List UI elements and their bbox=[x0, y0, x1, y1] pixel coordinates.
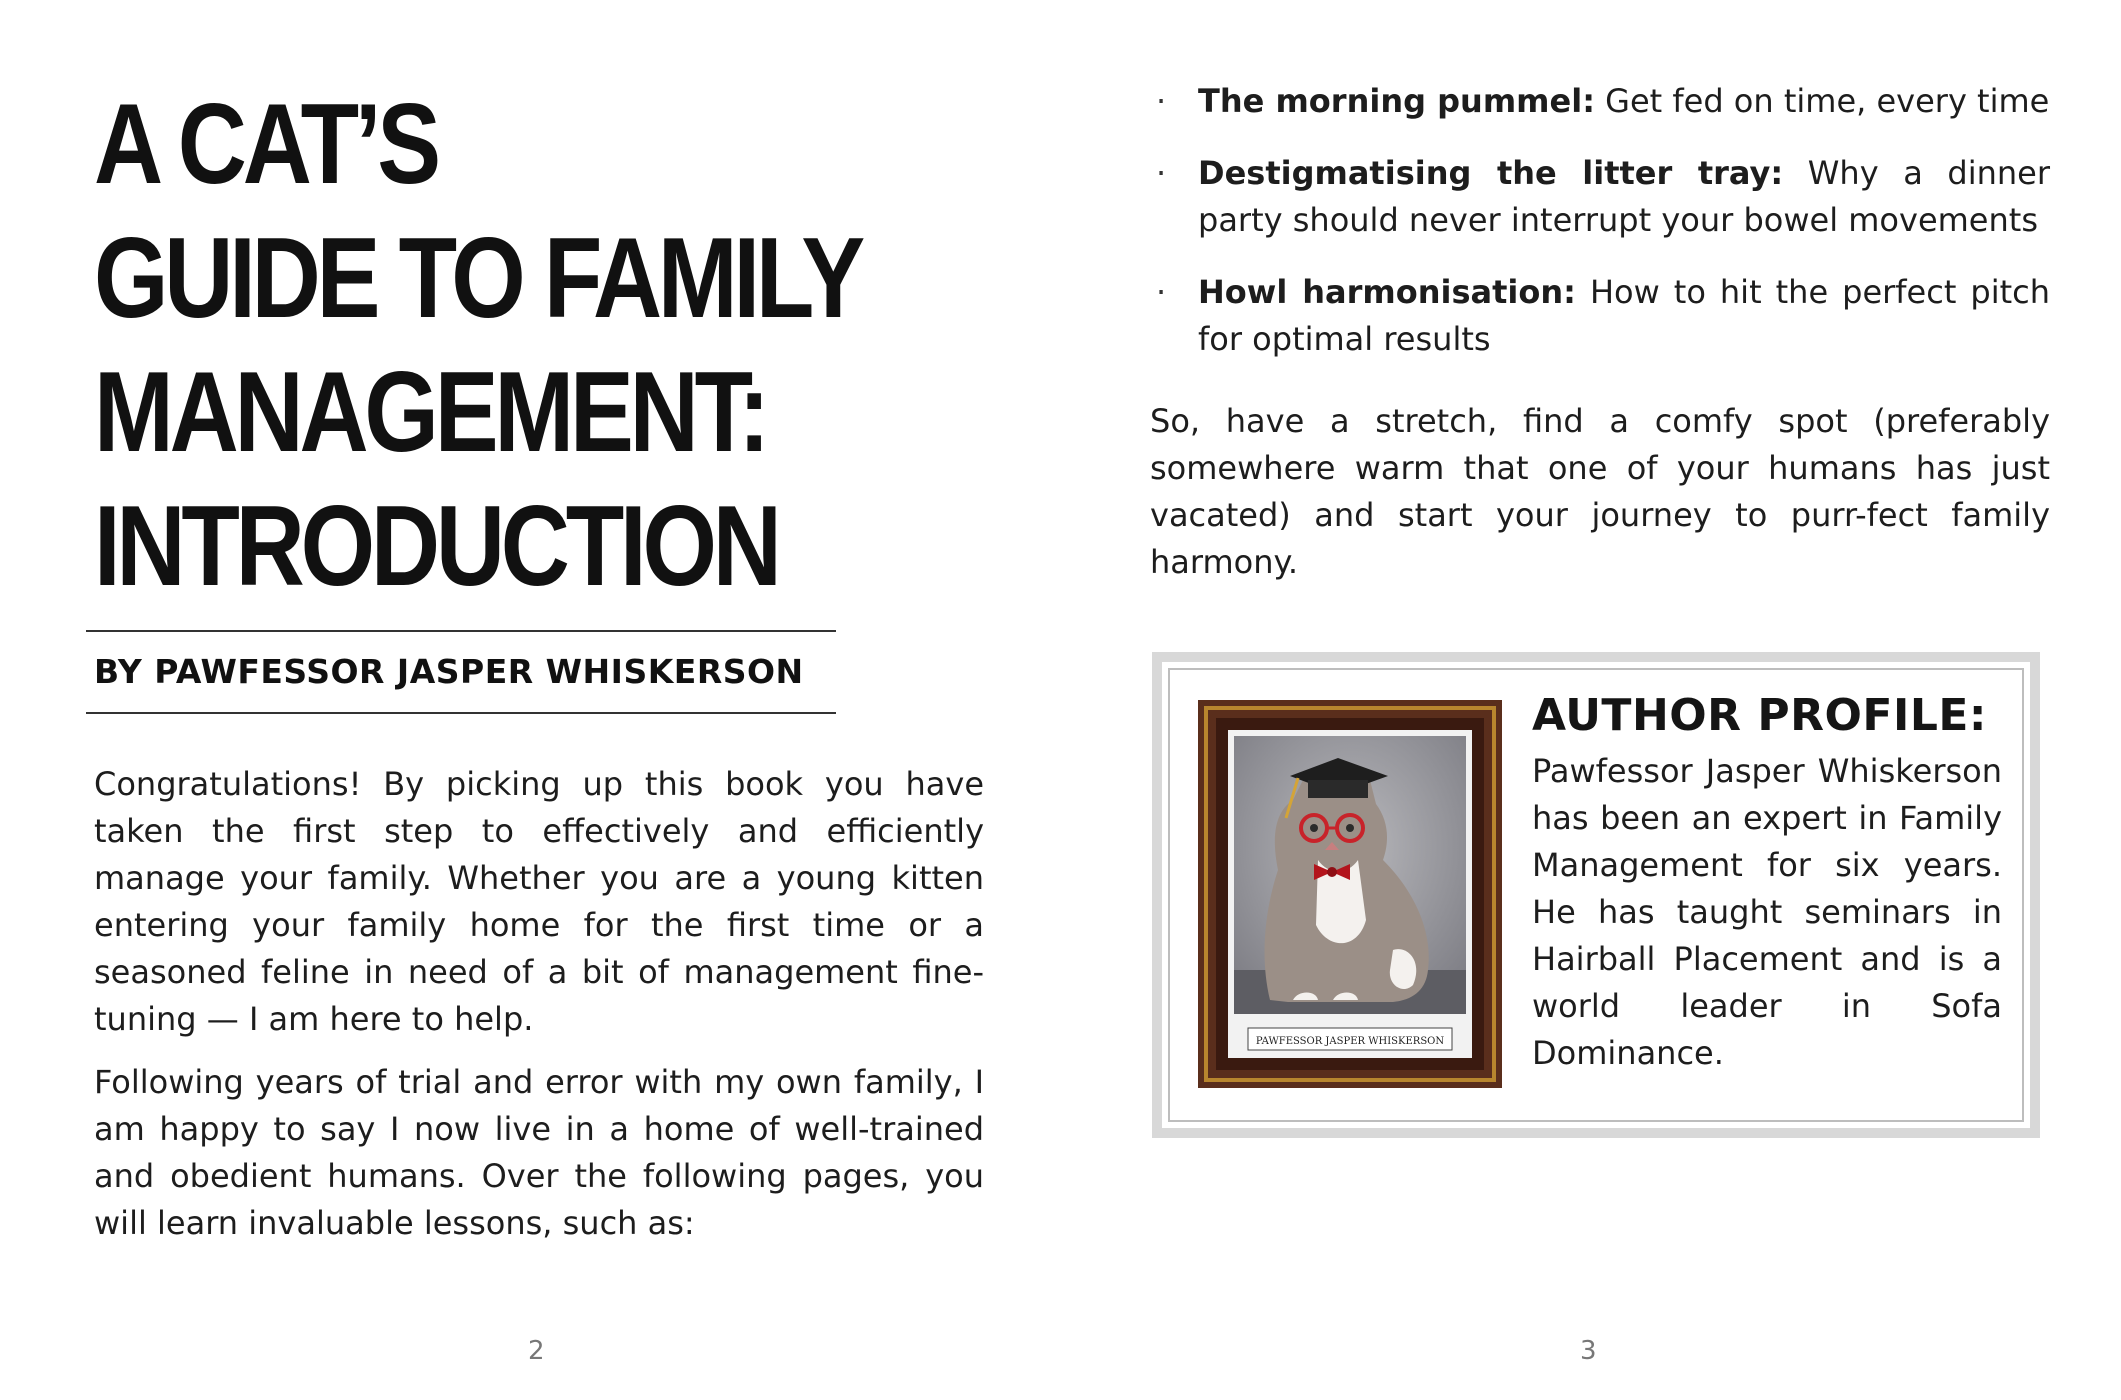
list-item-lead: The morning pummel: bbox=[1198, 82, 1595, 120]
bullet-dot-icon: · bbox=[1156, 82, 1167, 120]
list-item-text: How to hit the perfect pitch for optimal results bbox=[1198, 273, 2051, 358]
portrait-plaque: PAWFESSOR JASPER WHISKERSON bbox=[1255, 1036, 1445, 1047]
list-item-text: Get fed on time, every time bbox=[1594, 82, 2050, 120]
lessons-list bbox=[1150, 78, 2050, 388]
closing-paragraph: So, have a stretch, find a comfy spot (preferably somewhere warm that one of your humans has just vacated) and start your journey to purr-fect family harmony. bbox=[1150, 402, 2050, 581]
list-item-lead: Destigmatising the litter tray: bbox=[1198, 154, 1784, 192]
list-item bbox=[1150, 150, 2050, 244]
lessons-paragraph: Following years of trial and error with my own family, I am happy to say I now live in a home of well-trained and obedient humans. Over the following pages, you will learn invaluable lessons, such as: bbox=[94, 1063, 984, 1242]
list-item bbox=[1150, 269, 2050, 363]
author-profile-heading: AUTHOR PROFILE: bbox=[1532, 690, 1988, 741]
bullet-dot-icon: · bbox=[1156, 154, 1167, 192]
title-line: A CAT’S bbox=[94, 81, 437, 208]
bullet-dot-icon: · bbox=[1156, 273, 1167, 311]
page-number-left: 2 bbox=[528, 1336, 545, 1366]
cat-portrait-icon bbox=[1198, 700, 1502, 1088]
byline: BY PAWFESSOR JASPER WHISKERSON bbox=[94, 652, 804, 691]
title-line: GUIDE TO FAMILY bbox=[94, 215, 862, 342]
list-item-text: Why a dinner party should never interrupt your bowel movements bbox=[1198, 154, 2051, 239]
title-line: INTRODUCTION bbox=[94, 483, 778, 610]
page-title bbox=[94, 78, 862, 614]
byline-top-rule bbox=[86, 630, 836, 632]
byline-bottom-rule bbox=[86, 712, 836, 714]
list-item bbox=[1150, 78, 2050, 125]
list-item-lead: Howl harmonisation: bbox=[1198, 273, 1576, 311]
author-profile-text: Pawfessor Jasper Whiskerson has been an expert in Family Management for six years. He has taught seminars in Hairball Placement and is a world leader in Sofa Dominance. bbox=[1532, 752, 2002, 1072]
page-number-right: 3 bbox=[1580, 1336, 1597, 1366]
intro-paragraph: Congratulations! By picking up this book you have taken the first step to effectively and efficiently manage your family. Whether you are a young kitten entering your family home for the first time or a seasoned feline in need of a bit of management fine-tuning — I am here to help. bbox=[94, 765, 984, 1038]
title-line: MANAGEMENT: bbox=[94, 349, 766, 476]
